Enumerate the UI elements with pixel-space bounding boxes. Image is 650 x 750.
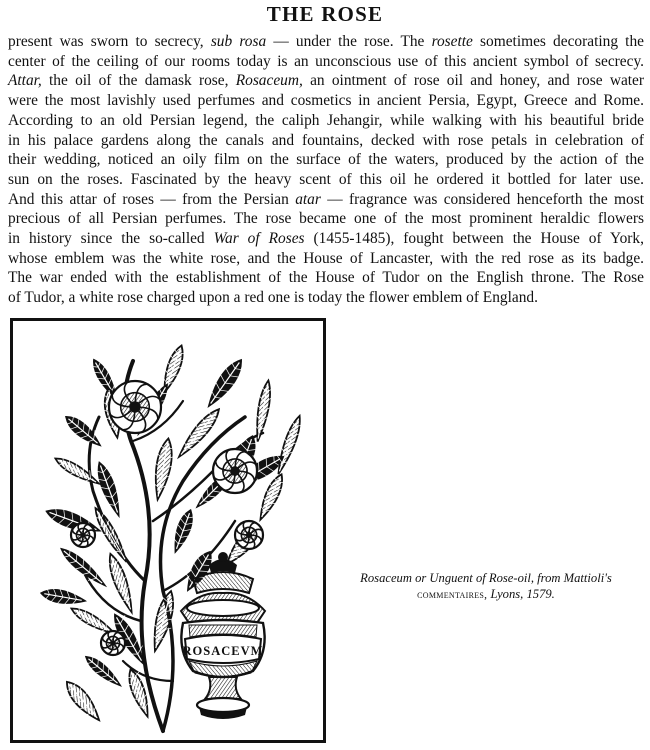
text-run: an ointment of rose oil and honey, and rose water <box>302 72 645 90</box>
text-run: the oil of the damask rose, <box>41 72 236 90</box>
italic-run: War of Roses <box>213 230 305 248</box>
italic-run: sub rosa <box>210 33 267 50</box>
rose-leaf <box>148 437 178 501</box>
rose-leaf <box>146 589 181 654</box>
italic-run: rosette <box>431 33 473 50</box>
text-line <box>8 268 644 288</box>
rose-vase-woodcut <box>13 321 323 740</box>
rose-bloom <box>109 381 161 433</box>
rose-leaf <box>168 507 199 554</box>
italic-run: Rosaceum, <box>235 72 303 90</box>
vase-inscription: ROSACEVM <box>182 644 264 658</box>
rose-bloom <box>101 631 125 655</box>
caption-place-date: Lyons, 1579. <box>487 587 555 601</box>
text-line <box>8 170 644 190</box>
text-run: And this attar of roses — from the Persian <box>8 190 296 208</box>
text-run: sometimes decorating the <box>472 33 644 50</box>
rose-leaf <box>40 585 86 609</box>
rose-leaf <box>59 676 106 727</box>
text-line <box>8 111 644 131</box>
rose-bloom <box>235 521 263 549</box>
caption-work-title: commentaires, <box>417 589 488 601</box>
text-run: present was sworn to secrecy, <box>8 33 211 50</box>
text-line <box>8 209 644 229</box>
text-run: The war ended with the establishment of the House of Tudor on the English throne. The Rose <box>8 269 644 287</box>
rose-leaf <box>57 544 109 591</box>
text-line <box>8 131 644 151</box>
text-run: (1455-1485), fought between the House of York, <box>304 230 644 248</box>
text-line <box>8 229 644 249</box>
text-line <box>8 91 644 111</box>
text-line <box>8 32 644 52</box>
woodcut-illustration <box>10 318 326 743</box>
text-run: sun on the roses. Fascinated by the heavy scent of this oil he ordered it bottled for later use. <box>8 170 644 188</box>
rose-bloom <box>71 523 95 547</box>
italic-run: Attar, <box>8 72 42 90</box>
text-line <box>8 52 644 72</box>
text-line <box>8 71 644 91</box>
figure-caption <box>336 570 636 603</box>
text-run: — under the rose. The <box>266 33 432 50</box>
caption-line-2 <box>336 586 636 603</box>
text-line <box>8 190 644 210</box>
text-line <box>8 150 644 170</box>
text-line <box>8 288 644 308</box>
text-run: in history since the so-called <box>8 230 214 248</box>
text-run: According to an old Persian legend, the caliph Jehangir, while walking with his beautiful bride <box>8 111 644 129</box>
text-run: center of the ceiling of our rooms today is an unconscious use of this ancient symbol of secrecy. <box>8 52 644 70</box>
text-run: their wedding, noticed an oily film on the surface of the waters, produced by the action of the <box>8 151 644 169</box>
rose-leaf <box>173 404 226 462</box>
text-run: were the most lavishly used perfumes and cosmetics in ancient Persia, Egypt, Greece and Rome. <box>8 92 644 110</box>
text-line <box>8 249 644 269</box>
body-text <box>8 32 644 308</box>
page-title: THE ROSE <box>266 2 384 26</box>
rose-leaf <box>201 354 249 411</box>
rose-bloom <box>213 449 257 493</box>
rose-leaf <box>82 651 125 690</box>
text-run: whose emblem was the white rose, and the House of Lancaster, with the red rose as its badge. <box>8 249 644 267</box>
text-run: of Tudor, a white rose charged upon a red one is today the flower emblem of England. <box>8 289 538 307</box>
rose-leaf <box>157 343 190 396</box>
italic-run: atar <box>295 190 321 208</box>
text-run: precious of all Persian perfumes. The rose became one of the most prominent heraldic flowers <box>8 210 644 228</box>
text-run: in his palace gardens along the canals and fountains, decked with rose petals in celebration of <box>8 131 644 149</box>
caption-line-1: Rosaceum or Unguent of Rose-oil, from Mattioli's <box>360 571 612 585</box>
text-run: — fragrance was considered henceforth the most <box>320 190 644 208</box>
